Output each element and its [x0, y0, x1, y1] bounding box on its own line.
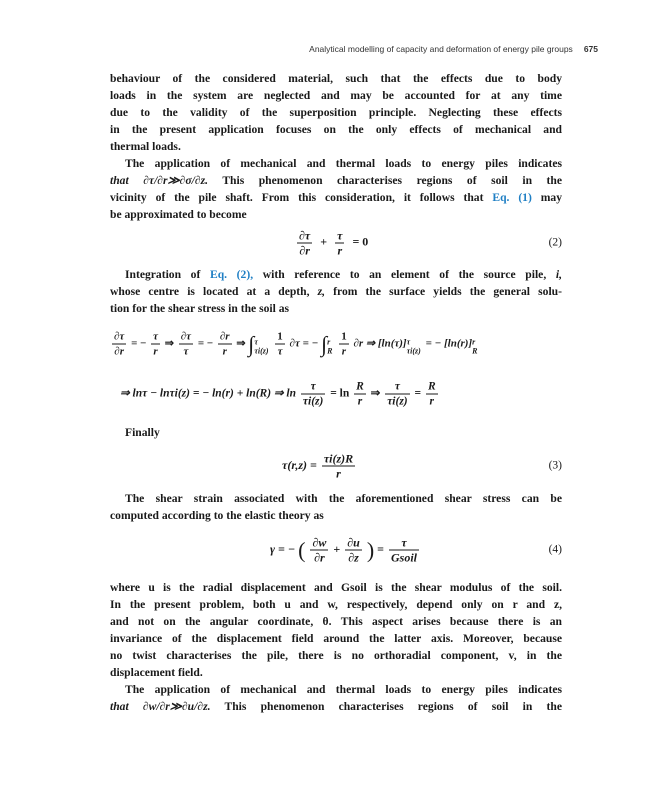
text-line: thermal loads.: [110, 140, 181, 153]
text-line: loads in the system are neglected and may be accounted for at any time: [110, 89, 562, 102]
inline-math: z,: [317, 285, 326, 298]
upper-limit: r: [472, 337, 476, 346]
fraction-numerator: ∂r: [219, 330, 230, 343]
operator: ∂τ = −: [289, 337, 319, 350]
text-line: [110, 189, 562, 206]
lower-limit: τi(z): [254, 346, 269, 355]
inline-math: i,: [555, 268, 562, 281]
operator: = ln: [330, 387, 350, 400]
upper-limit: τ: [254, 337, 258, 346]
integral-sign: ∫: [321, 331, 328, 357]
text-line: The shear strain associated with the aforementioned shear stress can be: [125, 492, 562, 505]
operator: +: [320, 234, 328, 249]
equation-lhs: τ(r,z) =: [282, 457, 317, 472]
text-line: and not on the angular coordinate, θ. This aspect arises because there is an: [110, 615, 562, 628]
operator: = −: [131, 337, 147, 350]
running-title: Analytical modelling of capacity and deformation of energy pile groups: [309, 44, 573, 54]
paragraph-vertical-shear: [110, 681, 562, 715]
equation-log-block: [110, 372, 562, 416]
fraction-denominator: τ: [183, 345, 189, 358]
paragraph-shear-dominance: [110, 155, 562, 223]
fraction-denominator: τi(z): [302, 395, 324, 408]
inline-text: This phenomenon characterises regions of soil in the: [210, 700, 563, 713]
fraction-numerator: τ: [385, 380, 409, 395]
paragraph-shear-strain: [110, 490, 562, 524]
text-line: In the present problem, both u and w, respectively, depend only on r and z,: [110, 598, 562, 611]
operator: =: [377, 541, 384, 556]
equation-lhs: ⇒ lnτ − lnτi(z) = − ln(r) + ln(R) ⇒ ln: [120, 387, 297, 400]
text-line: in the present application focuses on the only effects of mechanical and: [110, 123, 562, 136]
equation-reference-link[interactable]: Eq. (2),: [209, 268, 254, 281]
finally-line: [110, 424, 562, 441]
text-line: due to the validity of the superposition principle. Neglecting these effects: [110, 106, 562, 119]
equation-number: (2): [548, 236, 562, 249]
equation-lhs: γ = −: [270, 541, 296, 556]
right-paren: ): [366, 537, 375, 563]
lower-limit: R: [327, 346, 333, 355]
fraction-denominator: τi(z): [387, 395, 408, 408]
fraction-denominator: τ: [277, 345, 283, 358]
paragraph-displacement: [110, 579, 562, 681]
fraction-denominator: Gsoil: [391, 550, 418, 565]
text-line: tion for the shear stress in the soil as: [110, 302, 290, 315]
fraction-numerator: ∂u: [347, 535, 360, 550]
equation-4: [270, 536, 421, 565]
text-line: [110, 266, 562, 283]
equation-integration-block: [110, 322, 562, 366]
fraction-numerator: ∂τ: [299, 228, 311, 243]
text-line: Finally: [125, 426, 160, 439]
fraction-denominator: r: [337, 243, 343, 258]
inline-math: that ∂τ/∂r≫∂σ/∂z.: [110, 174, 209, 187]
fraction-numerator: R: [356, 380, 364, 393]
equation-log: [120, 380, 440, 409]
fraction-denominator: r: [429, 395, 435, 408]
text-line: behaviour of the considered material, such that the effects due to body: [110, 72, 562, 85]
text-line: The application of mechanical and thermal loads to energy piles indicates: [125, 683, 562, 696]
fraction-denominator: r: [153, 345, 158, 358]
text-line: [110, 283, 562, 300]
text-line: [110, 172, 562, 189]
fraction-numerator: τ: [153, 330, 159, 343]
text-line: displacement field.: [110, 666, 203, 679]
inline-text: from the surface yields the general solu-: [325, 285, 562, 298]
fraction-denominator: ∂r: [114, 345, 125, 358]
inline-text: Integration of: [125, 268, 210, 281]
fraction-numerator: τ: [337, 228, 343, 243]
equation-reference-link[interactable]: Eq. (1): [492, 191, 532, 204]
left-paren: (: [298, 537, 306, 563]
bracket-expression: ∂r ⇒ [ln(τ)]: [353, 337, 407, 350]
equation-3-block: [110, 446, 562, 486]
inline-text: This phenomenon characterises regions of soil in the: [208, 174, 562, 187]
fraction-numerator: 1: [277, 330, 283, 343]
running-header: [309, 44, 598, 54]
lower-limit: τi(z): [406, 346, 421, 355]
text-line: [110, 698, 562, 715]
text-line: where u is the radial displacement and Gsoil is the shear modulus of the soil.: [110, 581, 562, 594]
operator: =: [414, 387, 422, 400]
fraction-numerator: 1: [341, 330, 347, 343]
fraction-denominator: r: [357, 395, 363, 408]
paragraph-integration: [110, 266, 562, 317]
text-line: invariance of the displacement field around the latter axis. Moreover, because: [110, 632, 562, 645]
equation-number: (3): [548, 459, 562, 472]
fraction-numerator: τ: [301, 380, 325, 395]
equation-2-block: [110, 223, 562, 263]
integral-limits: [327, 337, 332, 355]
integral-limits: [254, 337, 268, 355]
fraction-denominator: ∂r: [314, 550, 325, 565]
fraction-denominator: r: [336, 466, 341, 481]
inline-text: with reference to an element of the source pile,: [253, 268, 556, 281]
upper-limit: r: [327, 337, 331, 346]
implies-arrow: ⇒: [370, 387, 381, 400]
implies-arrow: ⇒: [164, 337, 174, 350]
equation-number: (4): [548, 543, 562, 556]
implies-arrow: ⇒: [236, 337, 246, 350]
upper-limit: τ: [406, 337, 411, 346]
text-line: The application of mechanical and thermal loads to energy piles indicates: [125, 157, 562, 170]
inline-text: may: [531, 191, 562, 204]
fraction-denominator: ∂z: [348, 550, 359, 565]
bracket-expression: = − [ln(r)]: [425, 337, 473, 350]
fraction-numerator: ∂τ: [180, 330, 192, 343]
fraction-numerator: ∂w: [312, 535, 327, 550]
evaluation-limits: [472, 337, 477, 355]
fraction-numerator: τi(z)R: [323, 451, 354, 466]
operator: +: [333, 541, 341, 556]
integral-sign: ∫: [248, 331, 255, 357]
evaluation-limits: [407, 337, 421, 355]
fraction-numerator: τ: [389, 536, 419, 551]
text-line: no twist characterises the pile, there is no orthoradial component, v, in the: [110, 649, 562, 662]
fraction-denominator: ∂r: [299, 243, 310, 258]
fraction-numerator: ∂τ: [114, 330, 125, 343]
equation-4-block: [110, 528, 562, 572]
equation-3: [282, 452, 357, 481]
inline-text: vicinity of the pile shaft. From this consideration, it follows that: [110, 191, 493, 204]
equation-integration: [110, 330, 479, 359]
operator: = −: [197, 337, 214, 350]
fraction-denominator: r: [222, 345, 227, 358]
text-line: computed according to the elastic theory as: [110, 509, 324, 522]
inline-math: that ∂w/∂r≫∂u/∂z.: [110, 700, 211, 713]
fraction-numerator: R: [427, 380, 436, 393]
inline-text: whose centre is located at a depth,: [110, 285, 318, 298]
paragraph-continuation: [110, 70, 562, 155]
equation-2: [295, 229, 371, 258]
page-number: 675: [583, 44, 598, 54]
lower-limit: R: [472, 346, 478, 355]
equation-rhs: = 0: [352, 234, 369, 249]
fraction-denominator: r: [341, 345, 347, 358]
text-line: be approximated to become: [110, 208, 247, 221]
